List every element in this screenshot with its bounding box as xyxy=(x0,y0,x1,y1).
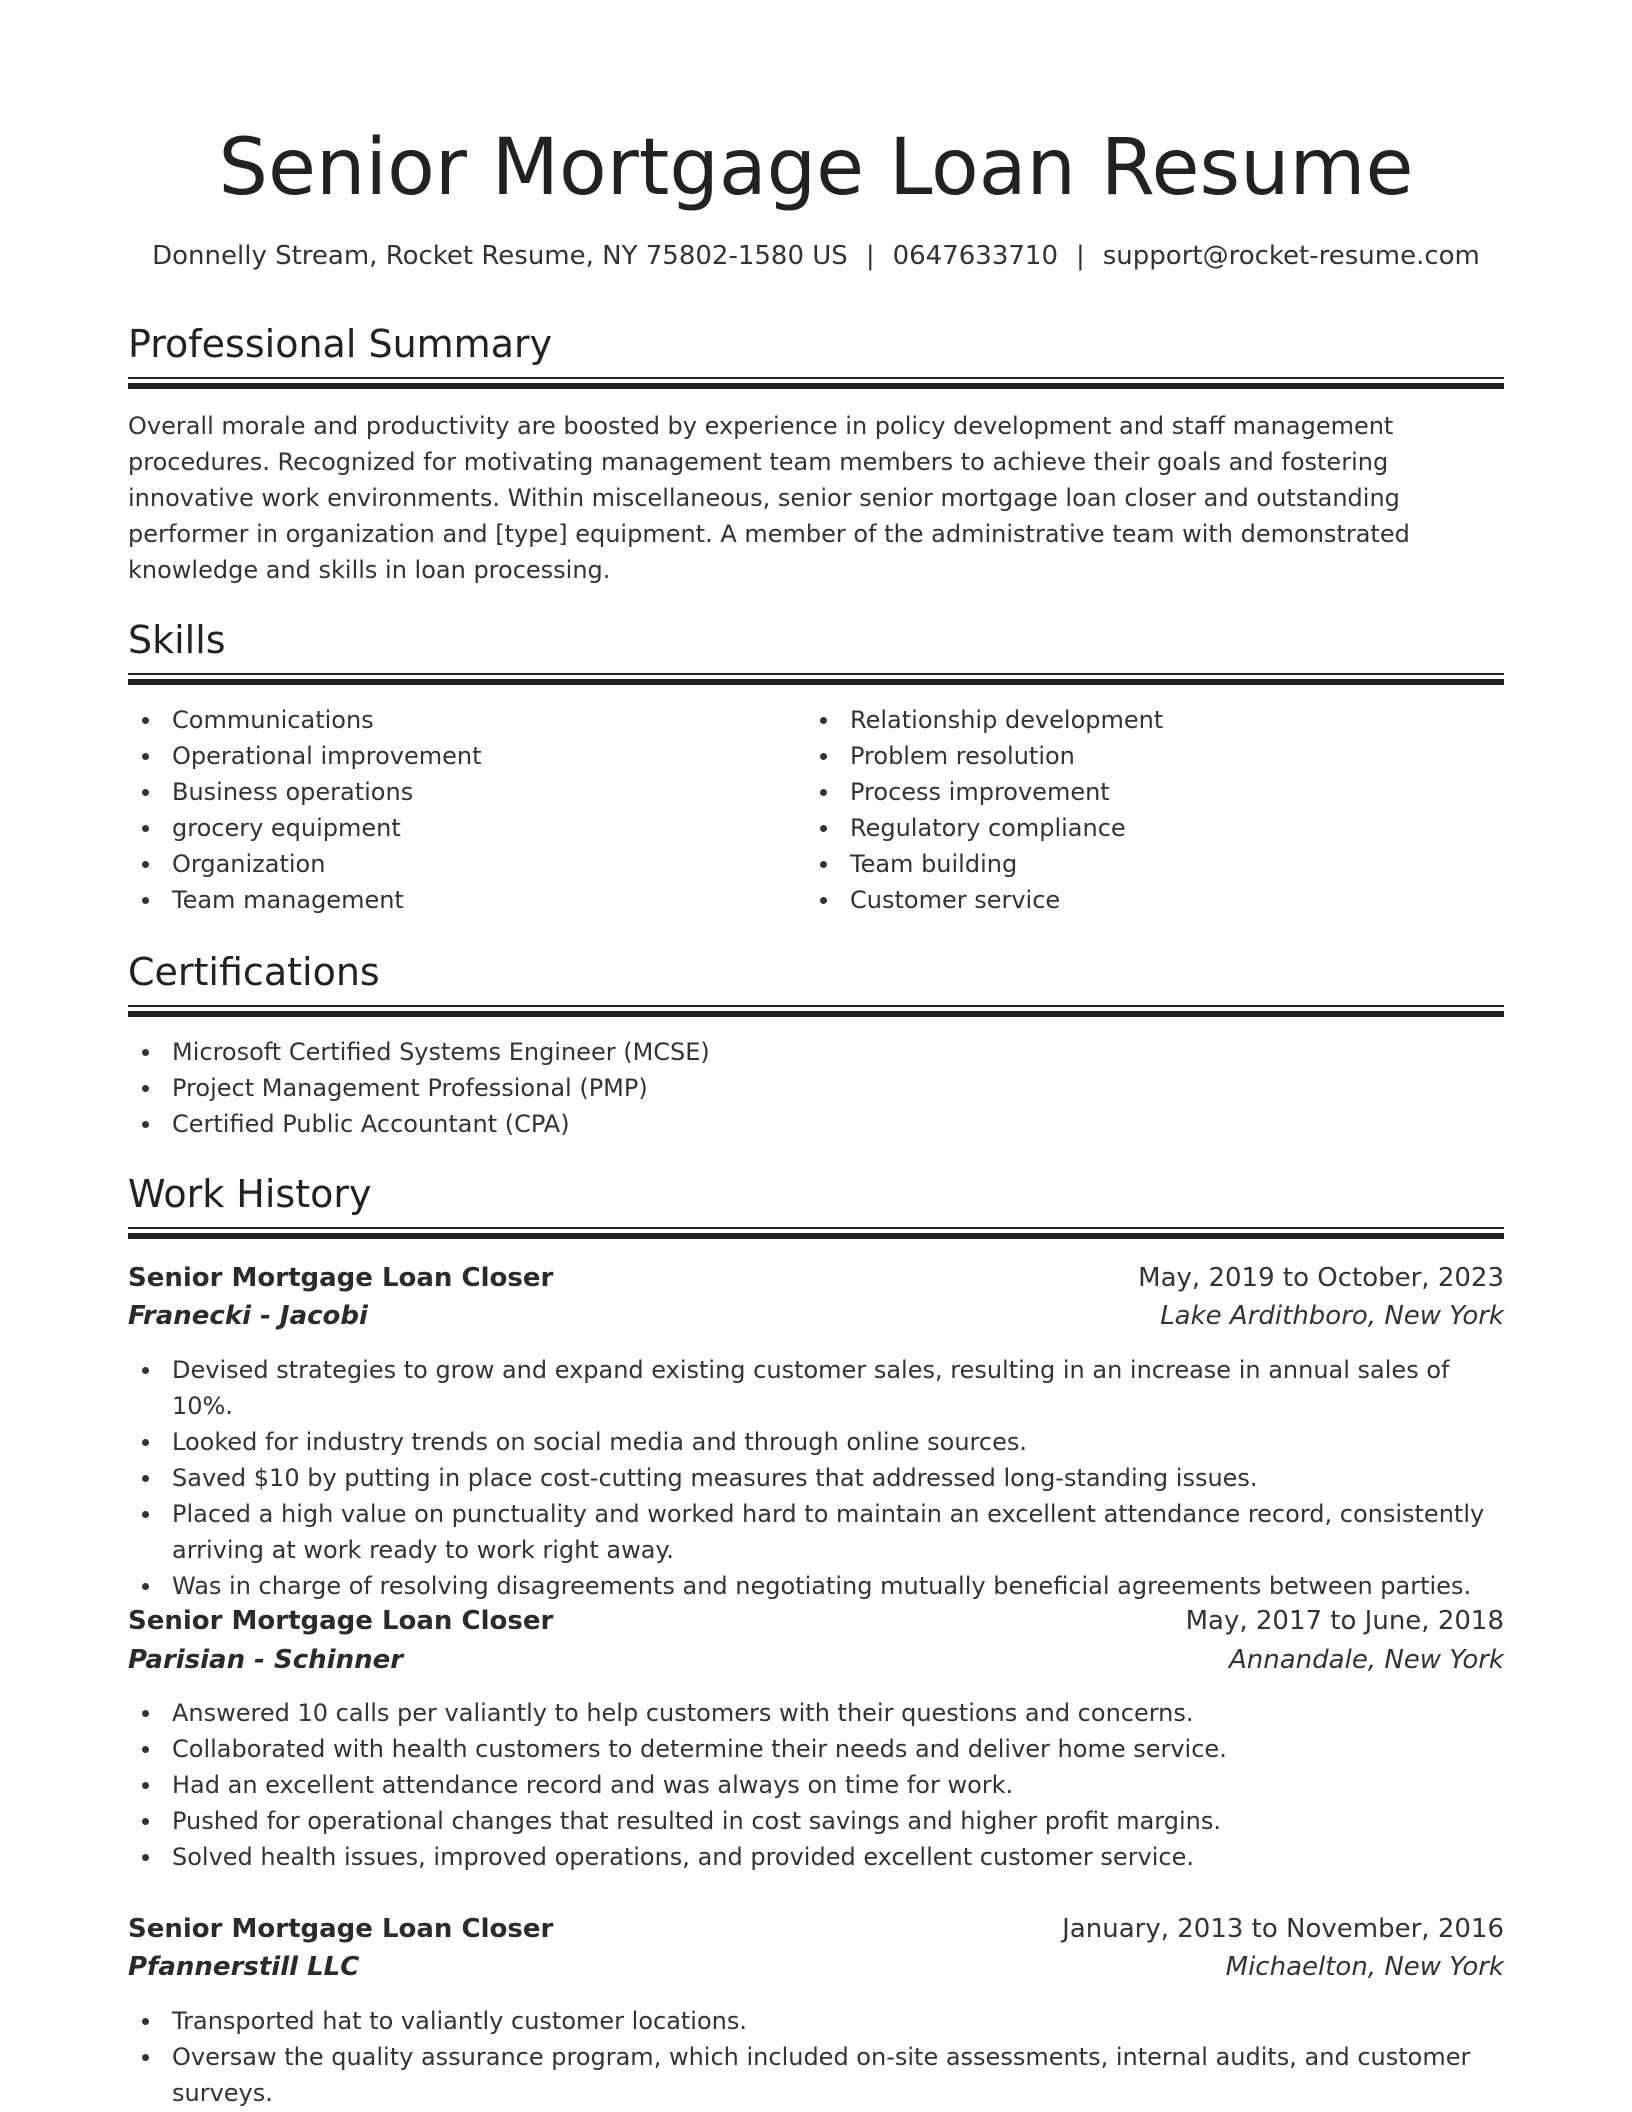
certifications-divider xyxy=(128,1005,1504,1017)
skills-list-left xyxy=(128,702,788,918)
job-company: Franecki - Jacobi xyxy=(128,1301,368,1331)
job-header xyxy=(128,1910,1504,1948)
skill-item: Regulatory compliance xyxy=(806,810,1504,846)
job-subheader xyxy=(128,1297,1504,1335)
job-dates: January, 2013 to November, 2016 xyxy=(1062,1914,1504,1944)
certifications-heading: Certifications xyxy=(128,950,380,994)
skill-item: Team management xyxy=(128,882,788,918)
contact-separator: | xyxy=(1076,241,1085,271)
job-location: Lake Ardithboro, New York xyxy=(1160,1301,1504,1331)
job-dates: May, 2019 to October, 2023 xyxy=(1138,1263,1504,1293)
contact-phone: 0647633710 xyxy=(892,241,1058,271)
skill-item: Team building xyxy=(806,846,1504,882)
job-bullet: Oversaw the quality assurance program, which included on-site assessments, internal audits, and customer surveys. xyxy=(128,2039,1504,2111)
certification-item: Microsoft Certified Systems Engineer (MCSE) xyxy=(128,1034,1504,1070)
contact-separator: | xyxy=(865,241,875,271)
job-dates: May, 2017 to June, 2018 xyxy=(1185,1606,1504,1636)
skills-heading: Skills xyxy=(128,618,226,662)
skills-divider xyxy=(128,673,1504,685)
skill-item: Communications xyxy=(128,702,788,738)
certifications-list xyxy=(128,1034,1504,1142)
skills-list-right xyxy=(806,702,1504,918)
skill-item: Organization xyxy=(128,846,788,882)
skill-item: Operational improvement xyxy=(128,738,788,774)
job-bullet: Collaborated with health customers to determine their needs and deliver home service. xyxy=(128,1731,1504,1767)
job-subheader xyxy=(128,1948,1504,1986)
job-header xyxy=(128,1259,1504,1297)
job-title: Senior Mortgage Loan Closer xyxy=(128,1606,554,1636)
job-bullets xyxy=(128,2003,1504,2111)
skill-item: Customer service xyxy=(806,882,1504,918)
job-bullet: Solved health issues, improved operations, and provided excellent customer service. xyxy=(128,1839,1504,1875)
contact-email: support@rocket-resume.com xyxy=(1102,241,1480,271)
job-location: Michaelton, New York xyxy=(1225,1952,1504,1982)
contact-address: Donnelly Stream, Rocket Resume, NY 75802-1580 US xyxy=(152,241,848,271)
skill-item: grocery equipment xyxy=(128,810,788,846)
job-bullet: Answered 10 calls per valiantly to help customers with their questions and concerns. xyxy=(128,1695,1504,1731)
skill-item: Relationship development xyxy=(806,702,1504,738)
certification-item: Project Management Professional (PMP) xyxy=(128,1070,1504,1106)
job-bullet: Was in charge of resolving disagreements and negotiating mutually beneficial agreements between parties. xyxy=(128,1568,1504,1604)
job-bullet: Had an excellent attendance record and was always on time for work. xyxy=(128,1767,1504,1803)
job-title: Senior Mortgage Loan Closer xyxy=(128,1263,554,1293)
job-bullets xyxy=(128,1695,1504,1875)
work-history-heading: Work History xyxy=(128,1172,372,1216)
skill-item: Problem resolution xyxy=(806,738,1504,774)
work-history-divider xyxy=(128,1227,1504,1239)
job-location: Annandale, New York xyxy=(1229,1645,1504,1675)
job-company: Parisian - Schinner xyxy=(128,1645,404,1675)
job-bullets xyxy=(128,1352,1504,1604)
job-bullet: Transported hat to valiantly customer locations. xyxy=(128,2003,1504,2039)
contact-line xyxy=(128,238,1504,274)
skill-item: Business operations xyxy=(128,774,788,810)
job-bullet: Devised strategies to grow and expand existing customer sales, resulting in an increase in annual sales of 10%. xyxy=(128,1352,1504,1424)
summary-heading: Professional Summary xyxy=(128,322,553,366)
resume-title: Senior Mortgage Loan Resume xyxy=(218,123,1414,213)
job-bullet: Saved $10 by putting in place cost-cutting measures that addressed long-standing issues. xyxy=(128,1460,1504,1496)
job-header xyxy=(128,1602,1504,1640)
job-company: Pfannerstill LLC xyxy=(128,1952,360,1982)
skill-item: Process improvement xyxy=(806,774,1504,810)
job-title: Senior Mortgage Loan Closer xyxy=(128,1914,554,1944)
summary-text: Overall morale and productivity are boosted by experience in policy development and staff management procedures. Recognized for motivating management team members to achieve their goals and fostering innovative work environments. Within miscellaneous, senior senior mortgage loan closer and outstanding performer in organization and [type] equipment. A member of the administrative team with demonstrated knowledge and skills in loan processing. xyxy=(128,412,1410,584)
job-bullet: Placed a high value on punctuality and worked hard to maintain an excellent attendance record, consistently arriving at work ready to work right away. xyxy=(128,1496,1504,1568)
job-bullet: Pushed for operational changes that resulted in cost savings and higher profit margins. xyxy=(128,1803,1504,1839)
certification-item: Certified Public Accountant (CPA) xyxy=(128,1106,1504,1142)
summary-divider xyxy=(128,377,1504,389)
job-bullet: Looked for industry trends on social media and through online sources. xyxy=(128,1424,1504,1460)
job-subheader xyxy=(128,1641,1504,1679)
